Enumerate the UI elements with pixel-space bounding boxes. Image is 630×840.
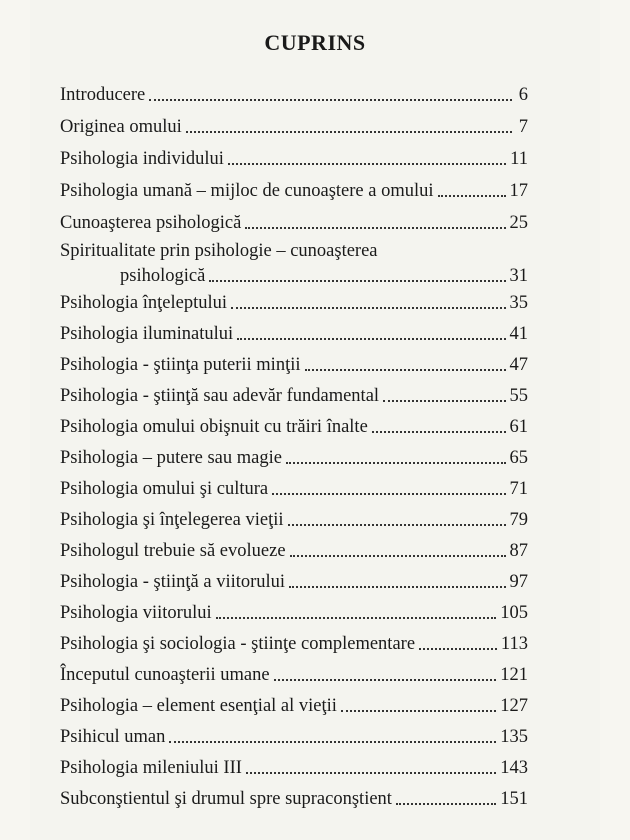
toc-entry-label: Psihologia - ştiinţă a viitorului <box>60 572 286 592</box>
toc-entry-page: 55 <box>509 386 528 406</box>
toc-entry <box>60 664 528 686</box>
toc-entry <box>60 540 528 562</box>
toc-entry <box>60 695 528 717</box>
toc-entry <box>60 757 528 779</box>
leader-dots <box>228 163 506 165</box>
toc-entry-page: 71 <box>509 479 528 499</box>
leader-dots <box>372 431 506 433</box>
leader-dots <box>286 462 506 464</box>
toc-entry-label: Psihologul trebuie să evolueze <box>60 541 286 561</box>
toc-entry <box>60 571 528 593</box>
toc-entry-label: Spiritualitate prin psihologie – cunoaşterea <box>60 241 378 261</box>
toc-entry-page: 61 <box>509 417 528 437</box>
toc-entry-page: 121 <box>500 665 528 685</box>
toc-entry-page: 97 <box>509 572 528 592</box>
toc-entry-label: Cunoaşterea psihologică <box>60 213 242 233</box>
toc-entry <box>60 180 528 202</box>
toc-entry-label: Psihologia omului şi cultura <box>60 479 269 499</box>
toc-entry-page: 41 <box>509 324 528 344</box>
toc-entry-label: Subconştientul şi drumul spre supraconştient <box>60 789 392 809</box>
toc-entry-label: Psihologia şi înţelegerea vieţii <box>60 510 284 530</box>
leader-dots <box>396 803 496 805</box>
toc-entry-label: Psihologia umană – mijloc de cunoaştere a omului <box>60 181 434 201</box>
toc-entry-page: 7 <box>518 117 528 137</box>
leader-dots <box>237 338 505 340</box>
toc-entry-page: 79 <box>509 510 528 530</box>
toc-entry-page: 35 <box>509 293 528 313</box>
toc-entry-page: 151 <box>500 789 528 809</box>
toc-entry-label: Psihologia individului <box>60 149 224 169</box>
toc-entry <box>60 633 528 655</box>
toc-entry-label: Psihologia iluminatului <box>60 324 234 344</box>
leader-dots <box>383 400 505 402</box>
toc-entry-page: 65 <box>509 448 528 468</box>
toc-entry <box>60 385 528 407</box>
leader-dots <box>169 741 496 743</box>
toc-entry-page: 87 <box>509 541 528 561</box>
toc-entry <box>60 292 528 314</box>
leader-dots <box>289 586 505 588</box>
leader-dots <box>245 227 505 229</box>
toc-entry <box>60 509 528 531</box>
leader-dots <box>216 617 497 619</box>
toc-entry-page: 113 <box>500 634 528 654</box>
toc-entry <box>60 788 528 810</box>
leader-dots <box>209 280 505 282</box>
toc-entry-label: Psihicul uman <box>60 727 166 747</box>
toc-entry <box>60 84 528 106</box>
toc-entry-label: Psihologia viitorului <box>60 603 212 623</box>
toc-entry-label: Psihologia - ştiinţa puterii minţii <box>60 355 301 375</box>
toc-entry-label-continued: psihologică <box>120 266 206 286</box>
toc-entry-page: 135 <box>500 727 528 747</box>
toc-entry-label: Psihologia - ştiinţă sau adevăr fundamental <box>60 386 380 406</box>
leader-dots <box>186 131 512 133</box>
leader-dots <box>438 195 506 197</box>
toc-entry-label: Psihologia mileniului III <box>60 758 242 778</box>
leader-dots <box>341 710 496 712</box>
toc-entry <box>60 602 528 624</box>
toc-entry-label: Psihologia şi sociologia - ştiinţe complementare <box>60 634 416 654</box>
leader-dots <box>246 772 496 774</box>
leader-dots <box>419 648 497 650</box>
toc-entry-label: Psihologia înţeleptului <box>60 293 228 313</box>
toc-entry-label: Începutul cunoaşterii umane <box>60 665 270 685</box>
toc-entry-label: Psihologia omului obişnuit cu trăiri înalte <box>60 417 368 437</box>
toc-entry <box>60 212 528 234</box>
leader-dots <box>272 493 505 495</box>
toc-entry-label: Psihologia – putere sau magie <box>60 448 282 468</box>
toc-entry-label: Originea omului <box>60 117 182 137</box>
toc-entry <box>60 416 528 438</box>
toc-entry-page: 143 <box>500 758 528 778</box>
toc-entry-page: 17 <box>509 181 528 201</box>
toc-entry <box>60 447 528 469</box>
toc-entry-page: 47 <box>509 355 528 375</box>
toc-entry <box>60 116 528 138</box>
toc-entry <box>60 240 528 287</box>
toc-title: CUPRINS <box>264 30 366 55</box>
leader-dots <box>288 524 506 526</box>
toc-entry-page: 11 <box>510 149 528 169</box>
leader-dots <box>149 99 512 101</box>
toc-entry <box>60 354 528 376</box>
leader-dots <box>231 307 505 309</box>
toc-entry <box>60 478 528 500</box>
leader-dots <box>305 369 506 371</box>
toc-entry-label: Introducere <box>60 85 146 105</box>
toc-entry-label: Psihologia – element esenţial al vieţii <box>60 696 337 716</box>
toc-entry-page: 105 <box>500 603 528 623</box>
leader-dots <box>274 679 497 681</box>
toc-entry-page: 127 <box>500 696 528 716</box>
toc-entry-page: 31 <box>509 266 528 286</box>
toc-entry-page: 25 <box>509 213 528 233</box>
toc-entry <box>60 726 528 748</box>
toc-entry-page: 6 <box>518 85 528 105</box>
toc-entry <box>60 148 528 170</box>
leader-dots <box>290 555 506 557</box>
toc-entry <box>60 323 528 345</box>
